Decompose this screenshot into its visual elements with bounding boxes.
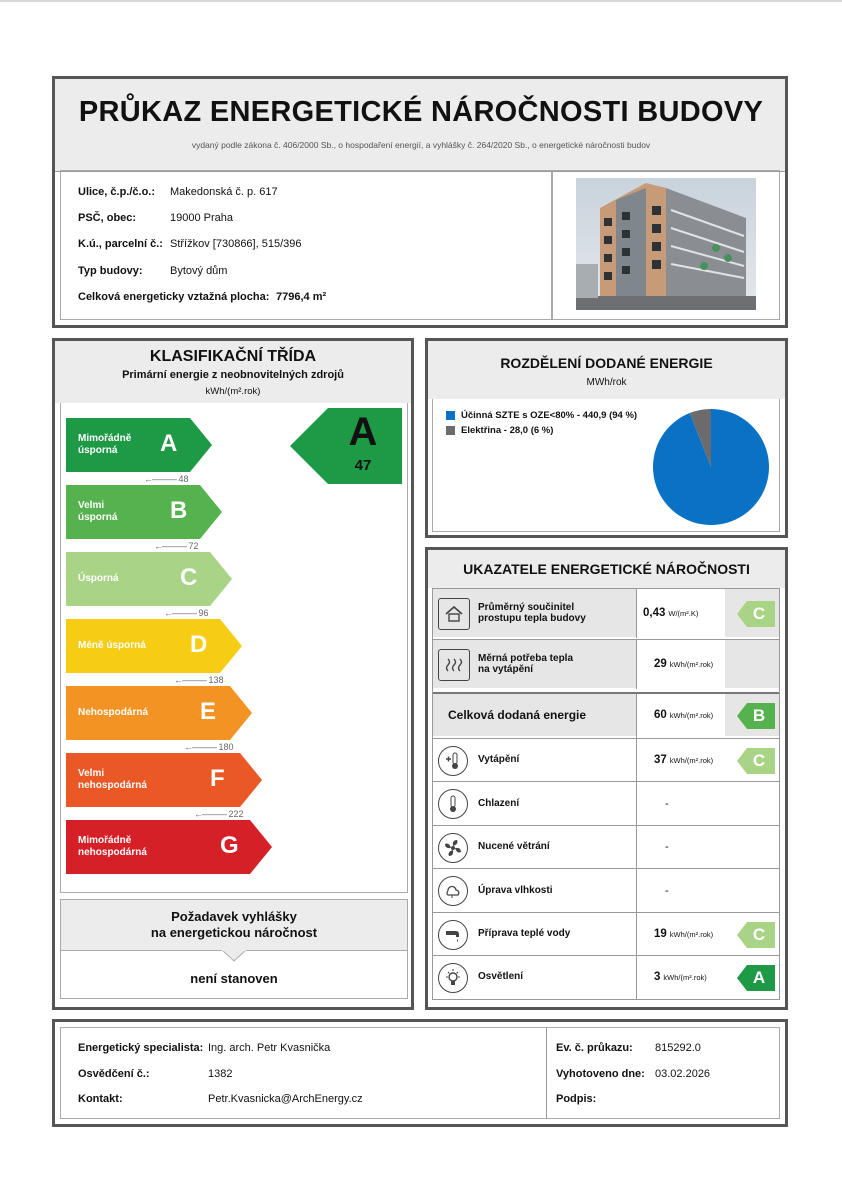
street-value: Makedonská č. p. 617 (170, 186, 278, 198)
class-g-label: Mimořádně nehospodárná (78, 835, 147, 858)
class-c-label: Úsporná (78, 573, 119, 584)
class-d-letter: D (190, 631, 208, 658)
classification-unit: kWh/(m².rok) (205, 386, 261, 397)
top-edge (0, 0, 842, 2)
indicator-class-letter: C (752, 750, 766, 770)
indicator-value: 60 (654, 709, 667, 721)
indicator-label: Měrná potřeba tepla na vytápění (478, 652, 574, 675)
indicator-unit: kWh/(m².rok) (669, 711, 714, 720)
pie-legend (446, 408, 637, 438)
indicator-unit: kWh/(m².rok) (669, 929, 714, 939)
class-a-letter: A (160, 430, 178, 457)
legend-swatch (446, 426, 455, 435)
class-f-letter: F (210, 765, 225, 792)
indicator-label: Osvětlení (478, 971, 524, 982)
threshold-f: ←——— 222 (194, 809, 244, 819)
indicators-title: UKAZATELE ENERGETICKÉ NÁROČNOSTI (463, 561, 750, 577)
result-value: 47 (354, 457, 372, 474)
type-value: Bytový dům (170, 265, 228, 277)
indicator-label: Nucené větrání (478, 841, 550, 852)
legend-label: Účinná SZTE s OZE<80% - 440,9 (94 %) (461, 410, 638, 421)
legend-swatch (446, 411, 455, 420)
requirement-title-1: Požadavek vyhlášky (171, 909, 297, 924)
distribution-pie (652, 408, 770, 526)
specialist-label: Energetický specialista: (78, 1042, 204, 1054)
indicator-class-letter: C (752, 924, 766, 944)
ev-label: Ev. č. průkazu: (556, 1042, 633, 1054)
contact-label: Kontakt: (78, 1093, 123, 1105)
distribution-title: ROZDĚLENÍ DODANÉ ENERGIE (500, 355, 713, 371)
indicator-unit: kWh/(m².rok) (669, 659, 714, 669)
cadastre-value: Střížkov [730866], 515/396 (170, 238, 302, 250)
sign-label: Podpis: (556, 1093, 597, 1105)
type-label: Typ budovy: (78, 265, 143, 277)
indicator-label: Příprava teplé vody (478, 928, 571, 939)
class-g-letter: G (220, 832, 239, 859)
class-f-label: Velmi nehospodárná (78, 768, 147, 791)
classification-subtitle: Primární energie z neobnovitelných zdrojů (122, 369, 344, 381)
legend-label: Elektřina - 28,0 (6 %) (461, 425, 554, 436)
indicator-class-letter: A (752, 967, 766, 987)
cert-label: Osvědčení č.: (78, 1068, 150, 1080)
threshold-a: ←——— 48 (144, 474, 189, 484)
legend-item-1 (446, 408, 637, 423)
indicator-label: Chlazení (478, 797, 520, 809)
requirement-title-2: na energetickou náročnost (150, 925, 318, 940)
indicator-value: 37 (654, 753, 667, 766)
distribution-unit: MWh/rok (586, 377, 627, 388)
class-a-label: Mimořádně úsporná (78, 433, 132, 456)
class-c-letter: C (180, 564, 198, 591)
issued-label: Vyhotoveno dne: (556, 1068, 645, 1080)
legend-item-2 (446, 423, 637, 438)
threshold-b: ←——— 72 (154, 541, 199, 551)
indicator-label: Průměrný součinitel prostupu tepla budovy (478, 601, 586, 624)
contact-value: Petr.Kvasnicka@ArchEnergy.cz (208, 1093, 363, 1105)
indicator-value: 3 (654, 970, 661, 983)
cert-value: 1382 (208, 1068, 233, 1080)
ev-value: 815292.0 (655, 1042, 701, 1054)
street-label: Ulice, č.p./č.o.: (78, 186, 156, 198)
indicator-value: - (665, 797, 669, 810)
specialist-value: Ing. arch. Petr Kvasnička (208, 1042, 331, 1054)
threshold-d: ←——— 138 (174, 675, 224, 685)
threshold-e: ←——— 180 (184, 742, 234, 752)
zip-value: 19000 Praha (170, 212, 233, 224)
page-title: PRŮKAZ ENERGETICKÉ NÁROČNOSTI BUDOVY (78, 96, 764, 128)
cadastre-label: K.ú., parcelní č.: (78, 238, 163, 250)
threshold-c: ←——— 96 (164, 608, 209, 618)
indicator-label: Celková dodaná energie (448, 707, 587, 722)
indicator-value: - (665, 884, 669, 897)
class-d-label: Méně úsporná (78, 640, 146, 651)
requirement-value: není stanoven (190, 971, 278, 986)
class-b-label: Velmi úsporná (78, 500, 118, 523)
zip-label: PSČ, obec: (78, 212, 137, 224)
indicator-class-letter: C (752, 603, 766, 623)
indicator-unit: kWh/(m².rok) (663, 972, 707, 982)
area-value: 7796,4 m² (276, 291, 327, 303)
building-photo (576, 178, 756, 310)
indicator-label: Úprava vlhkosti (478, 884, 553, 896)
indicator-unit: kWh/(m².rok) (669, 755, 714, 765)
indicator-value: - (665, 841, 669, 853)
indicator-class-letter: B (752, 706, 766, 725)
class-e-label: Nehospodárná (78, 707, 149, 718)
indicator-value: 19 (654, 927, 667, 940)
indicator-label: Vytápění (478, 754, 520, 765)
indicator-value: 0,43 (643, 606, 666, 619)
class-e-letter: E (200, 698, 217, 725)
classification-title: KLASIFIKAČNÍ TŘÍDA (149, 348, 317, 365)
area-label: Celková energeticky vztažná plocha: (78, 291, 270, 303)
issued-value: 03.02.2026 (655, 1068, 711, 1080)
class-b-letter: B (170, 497, 188, 524)
indicator-unit: W/(m².K) (668, 608, 699, 618)
page-subtitle: vydaný podle zákona č. 406/2000 Sb., o hospodaření energií, a vyhlášky č. 264/2020 Sb., o energetické náročnosti budov (191, 140, 651, 150)
result-class: A (348, 410, 378, 454)
indicator-value: 29 (654, 657, 667, 670)
